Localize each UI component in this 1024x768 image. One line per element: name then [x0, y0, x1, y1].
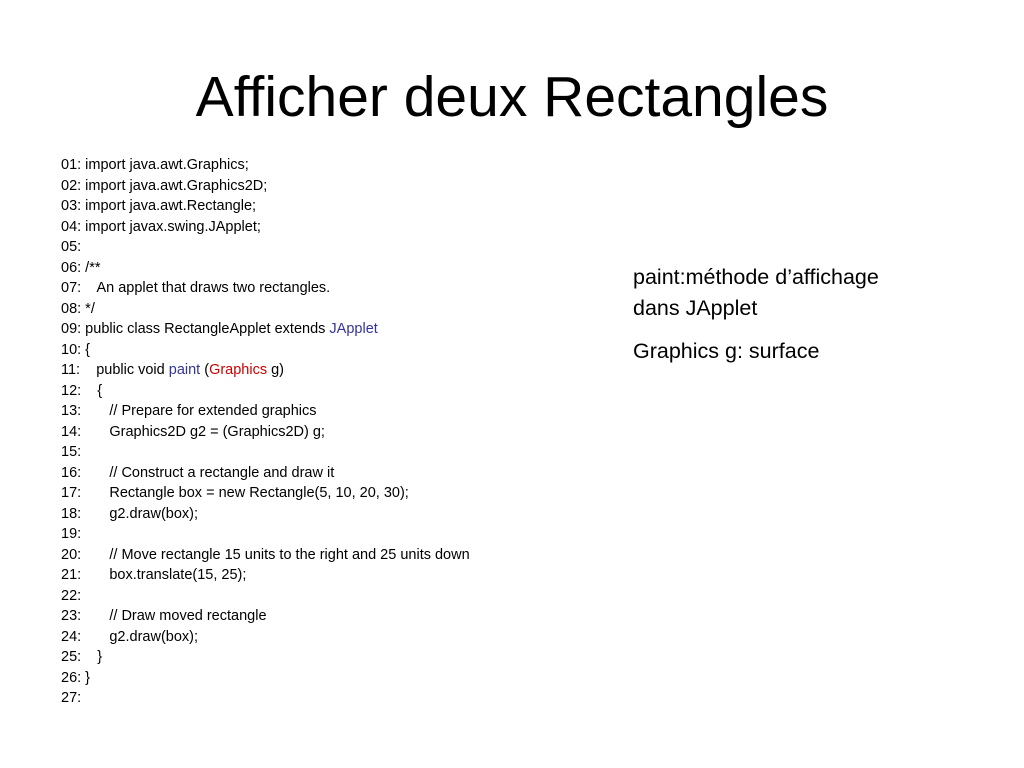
code-line-09-prefix: 09: public class RectangleApplet extends: [61, 321, 330, 337]
japplet-keyword: JApplet: [329, 321, 378, 337]
code-line-11: [61, 360, 601, 381]
paint-keyword: paint: [168, 362, 201, 378]
code-line-10: 10: {: [61, 341, 91, 358]
code-line-01: 01: import java.awt.Graphics;: [61, 157, 249, 173]
code-line-13: 13: // Prepare for extended graphics: [61, 403, 317, 419]
note-paint-method: paint:méthode d’affichage dans JApplet: [633, 265, 879, 320]
code-line-25: 25: }: [61, 649, 103, 665]
code-line-27: 27:: [61, 690, 82, 706]
code-line-15: 15:: [61, 444, 82, 460]
code-line-11-suffix: g): [267, 362, 285, 378]
side-notes: [633, 262, 883, 379]
code-line-22: 22:: [61, 587, 82, 604]
code-line-08: 08: */: [61, 300, 95, 317]
code-line-16: 16: // Construct a rectangle and draw it: [61, 464, 335, 481]
code-line-24: 24: g2.draw(box);: [61, 628, 199, 645]
graphics-keyword: Graphics: [209, 362, 268, 378]
note-graphics-surface: Graphics g: surface: [633, 339, 820, 363]
slide-title: Afficher deux Rectangles: [195, 65, 829, 129]
code-line-19: 19:: [61, 526, 82, 542]
code-line-18: 18: g2.draw(box);: [61, 505, 199, 522]
code-line-06: 06: /**: [61, 259, 101, 276]
code-line-02: 02: import java.awt.Graphics2D;: [61, 177, 268, 194]
code-line-09: [61, 319, 601, 340]
code-line-03: 03: import java.awt.Rectangle;: [61, 198, 257, 214]
code-line-26: 26: }: [61, 669, 91, 686]
code-line-17: 17: Rectangle box = new Rectangle(5, 10, 20, 30);: [61, 485, 409, 501]
code-line-04: 04: import javax.swing.JApplet;: [61, 218, 261, 235]
code-line-14: 14: Graphics2D g2 = (Graphics2D) g;: [61, 423, 325, 440]
code-line-23: 23: // Draw moved rectangle: [61, 608, 267, 624]
code-line-21: 21: box.translate(15, 25);: [61, 567, 247, 583]
code-line-05: 05:: [61, 239, 82, 255]
code-line-11-middle: (: [200, 362, 210, 378]
code-line-12: 12: {: [61, 382, 103, 399]
code-line-07: 07: An applet that draws two rectangles.: [61, 280, 331, 296]
code-line-20: 20: // Move rectangle 15 units to the right and 25 units down: [61, 546, 470, 563]
code-listing: [61, 155, 601, 709]
code-line-11-prefix: 11: public void: [61, 362, 169, 378]
